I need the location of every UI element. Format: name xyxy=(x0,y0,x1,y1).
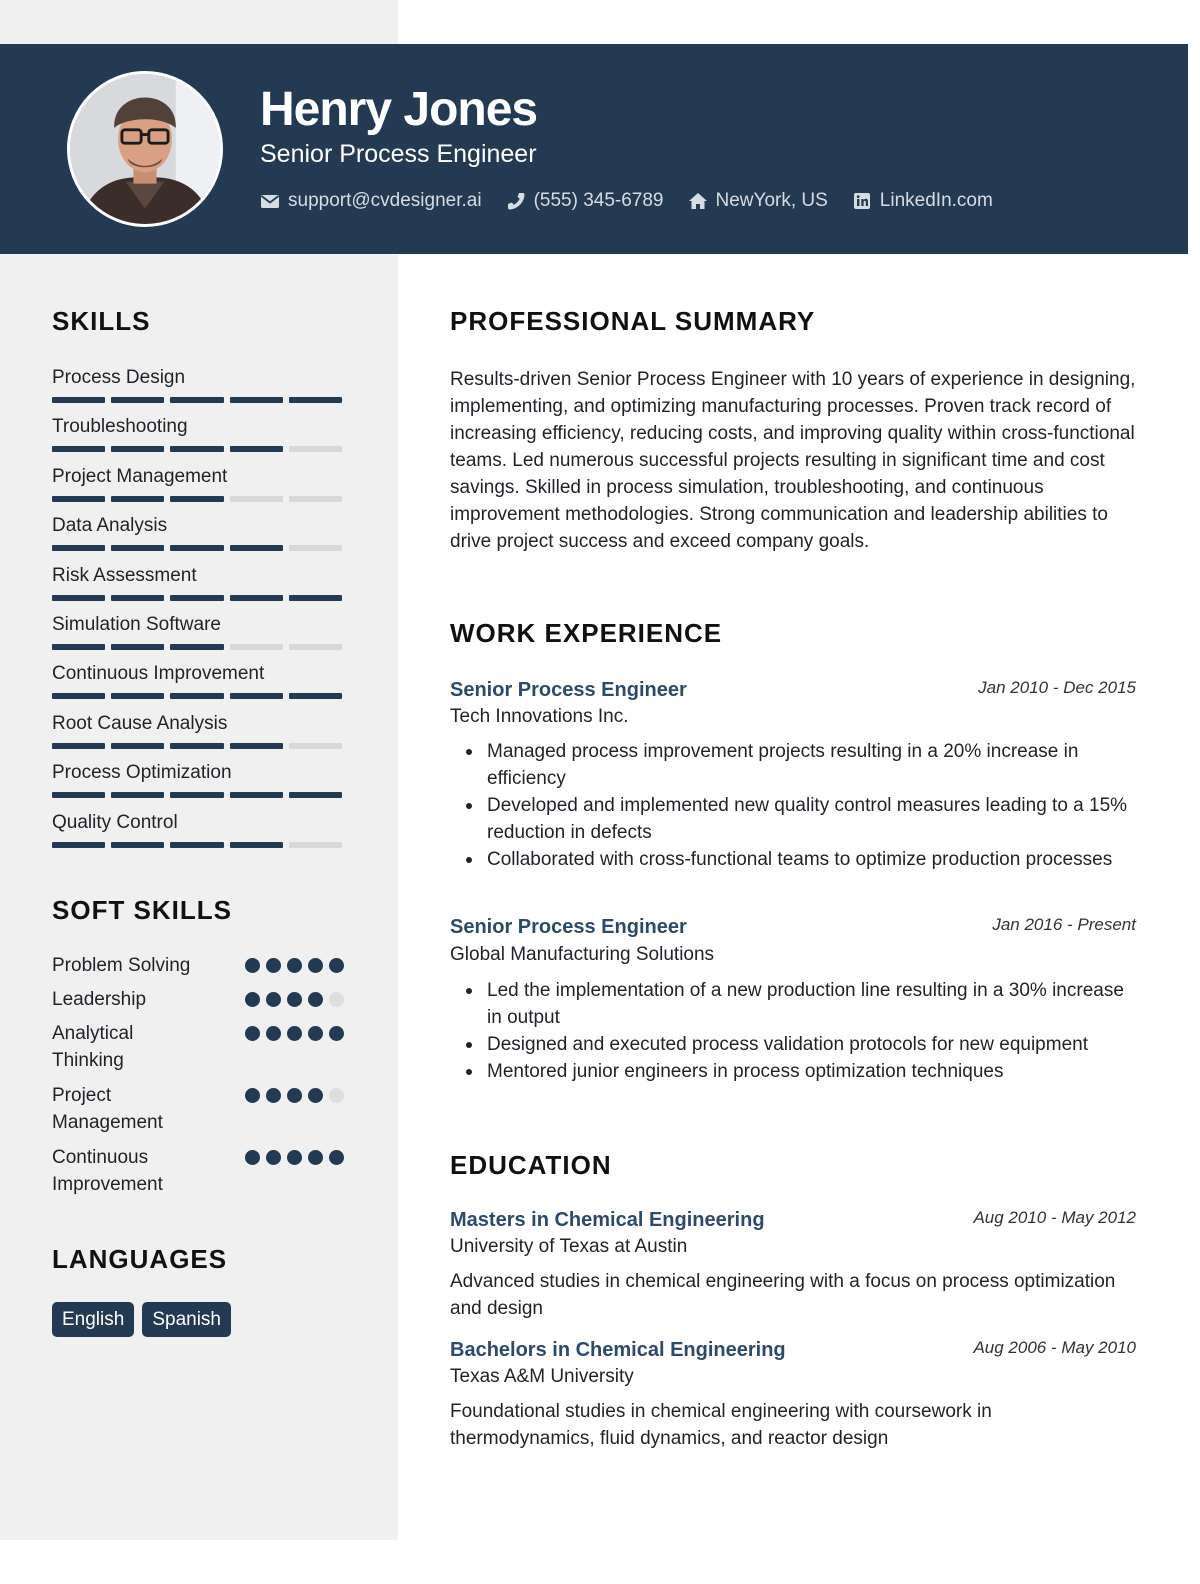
job-bullet: Collaborated with cross-functional teams to optimize production processes xyxy=(450,846,1140,873)
job-bullet: Developed and implemented new quality control measures leading to a 15% reduction in defects xyxy=(450,792,1140,846)
rating-dot-filled xyxy=(245,1088,260,1103)
skill-level-segment-filled xyxy=(111,644,164,650)
degree-date: Aug 2010 - May 2012 xyxy=(973,1208,1136,1227)
skill-name: Simulation Software xyxy=(52,613,221,635)
skill-level-segment-filled xyxy=(111,397,164,403)
rating-dot-filled xyxy=(287,1150,302,1165)
skill-row xyxy=(52,365,344,414)
skill-level-meter xyxy=(52,693,344,699)
job-bullet: Designed and executed process validation protocols for new equipment xyxy=(450,1031,1140,1058)
skill-name: Root Cause Analysis xyxy=(52,712,228,734)
skill-level-segment-filled xyxy=(230,693,283,699)
school-name: Texas A&M University xyxy=(450,1366,634,1387)
soft-skill-rating xyxy=(245,1082,344,1103)
rating-dot-filled xyxy=(308,1026,323,1041)
skill-level-segment-filled xyxy=(289,792,342,798)
skill-level-segment-filled xyxy=(289,693,342,699)
skill-level-segment-filled xyxy=(170,397,223,403)
skill-level-segment-empty xyxy=(289,496,342,502)
skill-level-segment-filled xyxy=(170,743,223,749)
contact-email[interactable] xyxy=(260,190,482,212)
home-icon xyxy=(688,191,708,211)
degree-description: Advanced studies in chemical engineering with a focus on process optimization and design xyxy=(450,1271,1116,1319)
soft-skill-name: Analytical Thinking xyxy=(52,1023,134,1071)
skill-level-segment-filled xyxy=(289,595,342,601)
skills-heading: SKILLS xyxy=(52,306,151,336)
skill-level-segment-filled xyxy=(111,496,164,502)
skill-level-segment-filled xyxy=(111,545,164,551)
skill-level-segment-empty xyxy=(230,644,283,650)
soft-skill-rating xyxy=(245,952,344,973)
job-bullets xyxy=(450,738,1140,873)
rating-dot-empty xyxy=(329,992,344,1007)
skill-level-meter xyxy=(52,595,344,601)
skill-name: Troubleshooting xyxy=(52,416,188,438)
soft-skills-heading: SOFT SKILLS xyxy=(52,895,232,925)
skill-level-meter xyxy=(52,743,344,749)
skill-row xyxy=(52,414,344,463)
job-company: Tech Innovations Inc. xyxy=(450,706,629,727)
skill-level-segment-filled xyxy=(230,397,283,403)
rating-dot-filled xyxy=(329,1026,344,1041)
skill-level-segment-filled xyxy=(230,595,283,601)
rating-dot-filled xyxy=(245,958,260,973)
skill-level-segment-filled xyxy=(52,545,105,551)
soft-skill-name: Problem Solving xyxy=(52,955,191,976)
candidate-name: Henry Jones xyxy=(260,83,538,136)
skill-row xyxy=(52,711,344,760)
skill-name: Process Optimization xyxy=(52,762,232,784)
skill-level-segment-filled xyxy=(52,496,105,502)
skill-level-segment-empty xyxy=(289,842,342,848)
rating-dot-filled xyxy=(266,1150,281,1165)
rating-dot-filled xyxy=(287,958,302,973)
skill-level-segment-filled xyxy=(170,693,223,699)
candidate-title: Senior Process Engineer xyxy=(260,140,537,168)
contact-linkedin[interactable] xyxy=(852,190,993,212)
skill-level-segment-filled xyxy=(111,595,164,601)
education-heading: EDUCATION xyxy=(450,1150,612,1180)
skill-level-segment-empty xyxy=(289,446,342,452)
skill-level-segment-filled xyxy=(170,595,223,601)
rating-dot-filled xyxy=(308,1150,323,1165)
skill-row xyxy=(52,612,344,661)
soft-skill-name: Leadership xyxy=(52,989,147,1010)
skill-level-segment-filled xyxy=(170,842,223,848)
skill-level-segment-empty xyxy=(289,743,342,749)
skill-level-segment-empty xyxy=(230,496,283,502)
job-company: Global Manufacturing Solutions xyxy=(450,944,715,965)
skill-level-segment-filled xyxy=(289,397,342,403)
soft-skills-list xyxy=(52,952,344,1206)
degree-description: Foundational studies in chemical engineering with coursework in thermodynamics, fluid dynamics, and reactor design xyxy=(450,1401,992,1449)
skill-level-segment-filled xyxy=(111,693,164,699)
rating-dot-filled xyxy=(287,1026,302,1041)
skill-level-segment-filled xyxy=(170,496,223,502)
rating-dot-filled xyxy=(308,1088,323,1103)
soft-skill-rating xyxy=(245,986,344,1007)
skill-name: Data Analysis xyxy=(52,515,168,537)
job-date: Jan 2016 - Present xyxy=(992,915,1136,934)
skill-level-segment-filled xyxy=(230,545,283,551)
rating-dot-filled xyxy=(329,958,344,973)
contact-linkedin-text: LinkedIn.com xyxy=(879,190,993,211)
soft-skill-name: Project Management xyxy=(52,1085,163,1133)
skill-level-segment-filled xyxy=(111,446,164,452)
rating-dot-filled xyxy=(245,992,260,1007)
skill-name: Quality Control xyxy=(52,811,178,833)
contact-bar xyxy=(260,190,1017,212)
skill-level-segment-filled xyxy=(170,644,223,650)
skill-row xyxy=(52,563,344,612)
rating-dot-filled xyxy=(287,992,302,1007)
soft-skill-row xyxy=(52,1144,344,1206)
rating-dot-filled xyxy=(245,1026,260,1041)
skill-row xyxy=(52,760,344,809)
skill-level-segment-filled xyxy=(52,842,105,848)
skill-level-meter xyxy=(52,446,344,452)
skills-list xyxy=(52,365,344,859)
skill-level-segment-filled xyxy=(230,743,283,749)
rating-dot-filled xyxy=(266,1026,281,1041)
skill-level-segment-filled xyxy=(111,842,164,848)
language-badge: English xyxy=(52,1302,134,1337)
job-bullet: Managed process improvement projects resulting in a 20% increase in efficiency xyxy=(450,738,1140,792)
rating-dot-filled xyxy=(308,992,323,1007)
skill-level-segment-filled xyxy=(52,595,105,601)
degree-title: Bachelors in Chemical Engineering xyxy=(450,1339,786,1361)
rating-dot-filled xyxy=(266,992,281,1007)
skill-level-segment-filled xyxy=(230,842,283,848)
soft-skill-row xyxy=(52,952,344,986)
contact-email-text: support@cvdesigner.ai xyxy=(288,190,482,211)
skill-name: Continuous Improvement xyxy=(52,663,265,685)
skill-level-segment-empty xyxy=(289,545,342,551)
contact-phone-text: (555) 345-6789 xyxy=(533,190,664,211)
skill-level-segment-filled xyxy=(111,792,164,798)
soft-skill-row xyxy=(52,1020,344,1082)
soft-skill-name: Continuous Improvement xyxy=(52,1147,163,1195)
job-title: Senior Process Engineer xyxy=(450,679,687,701)
skill-row xyxy=(52,661,344,710)
skill-level-segment-filled xyxy=(52,743,105,749)
job-bullets xyxy=(450,977,1140,1085)
skill-row xyxy=(52,513,344,562)
summary-text: Results-driven Senior Process Engineer with 10 years of experience in designing, implementing, and optimizing manufacturing processes. Proven track record of increasing efficiency, reducing costs, and improving quality within cross-functional teams. Led numerous successful projects resulting in significant time and cost savings. Skilled in process simulation, troubleshooting, and continuous improvement methodologies. Strong communication and leadership abilities to drive project success and exceed company goals. xyxy=(450,369,1136,552)
soft-skill-row xyxy=(52,1082,344,1144)
skill-level-segment-filled xyxy=(52,446,105,452)
degree-title: Masters in Chemical Engineering xyxy=(450,1209,765,1231)
skill-level-meter xyxy=(52,496,344,502)
languages-list xyxy=(52,1302,231,1337)
phone-icon xyxy=(506,191,526,211)
job-date: Jan 2010 - Dec 2015 xyxy=(978,678,1136,697)
job-bullet: Led the implementation of a new production line resulting in a 30% increase in output xyxy=(450,977,1140,1031)
skill-level-segment-empty xyxy=(289,644,342,650)
rating-dot-filled xyxy=(308,958,323,973)
skill-level-segment-filled xyxy=(111,743,164,749)
skill-level-meter xyxy=(52,545,344,551)
skill-level-segment-filled xyxy=(52,792,105,798)
skill-level-meter xyxy=(52,644,344,650)
experience-heading: WORK EXPERIENCE xyxy=(450,618,723,648)
skill-level-segment-filled xyxy=(170,545,223,551)
profile-photo xyxy=(67,71,223,227)
contact-location-text: NewYork, US xyxy=(715,190,828,211)
rating-dot-filled xyxy=(266,1088,281,1103)
skill-row xyxy=(52,810,344,859)
envelope-icon xyxy=(260,191,280,211)
school-name: University of Texas at Austin xyxy=(450,1236,688,1257)
skill-level-meter xyxy=(52,842,344,848)
skill-level-segment-filled xyxy=(52,397,105,403)
rating-dot-filled xyxy=(329,1150,344,1165)
skill-level-segment-filled xyxy=(52,644,105,650)
skill-level-segment-filled xyxy=(170,446,223,452)
soft-skill-rating xyxy=(245,1020,344,1041)
skill-name: Risk Assessment xyxy=(52,564,197,586)
rating-dot-filled xyxy=(266,958,281,973)
summary-heading: PROFESSIONAL SUMMARY xyxy=(450,306,816,336)
skill-row xyxy=(52,464,344,513)
language-badge: Spanish xyxy=(142,1302,231,1337)
skill-level-meter xyxy=(52,792,344,798)
soft-skill-rating xyxy=(245,1144,344,1165)
skill-level-segment-filled xyxy=(52,693,105,699)
skill-level-segment-filled xyxy=(170,792,223,798)
contact-location xyxy=(688,190,828,212)
degree-date: Aug 2006 - May 2010 xyxy=(973,1338,1136,1357)
job-bullet: Mentored junior engineers in process optimization techniques xyxy=(450,1058,1140,1085)
skill-level-segment-filled xyxy=(230,792,283,798)
linkedin-icon xyxy=(852,191,872,211)
skill-name: Process Design xyxy=(52,367,186,388)
job-title: Senior Process Engineer xyxy=(450,916,687,938)
rating-dot-filled xyxy=(245,1150,260,1165)
languages-heading: LANGUAGES xyxy=(52,1244,228,1274)
rating-dot-empty xyxy=(329,1088,344,1103)
skill-name: Project Management xyxy=(52,465,228,487)
skill-level-meter xyxy=(52,397,344,403)
soft-skill-row xyxy=(52,986,344,1020)
skill-level-segment-filled xyxy=(230,446,283,452)
rating-dot-filled xyxy=(287,1088,302,1103)
contact-phone[interactable] xyxy=(506,190,664,212)
